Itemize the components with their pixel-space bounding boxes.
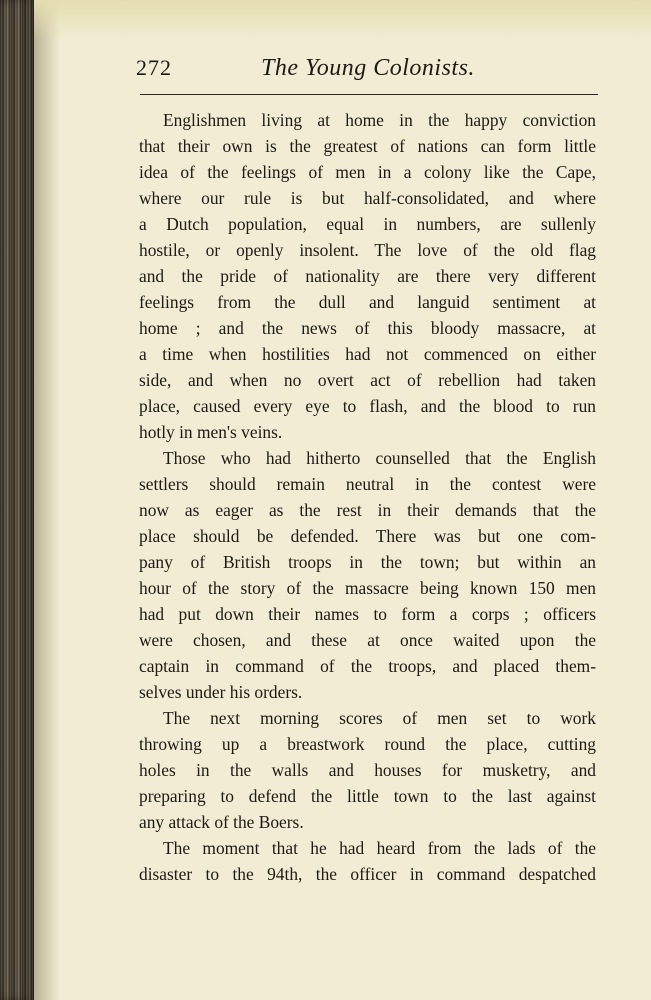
text-line: home ; and the news of this bloody massacre, at [139,318,596,338]
text-line: hotly in men's veins. [139,422,283,442]
page-header [136,53,600,87]
body-text [139,107,596,887]
text-line: hostile, or openly insolent. The love of the old flag [139,240,596,260]
text-line: settlers should remain neutral in the contest were [139,474,596,494]
text-line: preparing to defend the little town to the last against [139,786,596,806]
text-line: hour of the story of the massacre being known 150 men [139,578,596,598]
text-line: Englishmen living at home in the happy conviction [163,110,596,130]
text-line: holes in the walls and houses for musketry, and [139,760,596,780]
text-line: captain in command of the troops, and placed them- [139,656,596,676]
text-line: The moment that he had heard from the lads of the [163,838,596,858]
text-line: that their own is the greatest of nations can form little [139,136,596,156]
page-number: 272 [136,55,172,80]
page-top-shade [34,0,651,40]
running-title: The Young Colonists. [261,55,475,81]
text-line: and the pride of nationality are there very different [139,266,596,286]
text-line: side, and when no overt act of rebellion had taken [139,370,596,390]
header-rule [140,94,598,95]
text-line: place should be defended. There was but one com- [139,526,596,546]
text-line: disaster to the 94th, the officer in command despatched [139,864,596,884]
text-line: idea of the feelings of men in a colony like the Cape, [139,162,596,182]
book-binding-edge [0,0,34,1000]
text-line: where our rule is but half-consolidated, and where [139,188,596,208]
text-line: selves under his orders. [139,682,303,702]
text-line: throwing up a breastwork round the place, cutting [139,734,596,754]
text-line: had put down their names to form a corps ; officers [139,604,596,624]
text-line: feelings from the dull and languid sentiment at [139,292,596,312]
text-line: a time when hostilities had not commenced on either [139,344,596,364]
text-line: Those who had hitherto counselled that the English [163,448,596,468]
text-line: now as eager as the rest in their demands that the [139,500,596,520]
text-line: pany of British troops in the town; but within an [139,552,596,572]
page-gutter-shadow [34,0,60,1000]
text-line: The next morning scores of men set to work [163,708,596,728]
text-line: a Dutch population, equal in numbers, are sullenly [139,214,596,234]
text-line: place, caused every eye to flash, and the blood to run [139,396,596,416]
text-line: were chosen, and these at once waited upon the [139,630,596,650]
text-line: any attack of the Boers. [139,812,304,832]
